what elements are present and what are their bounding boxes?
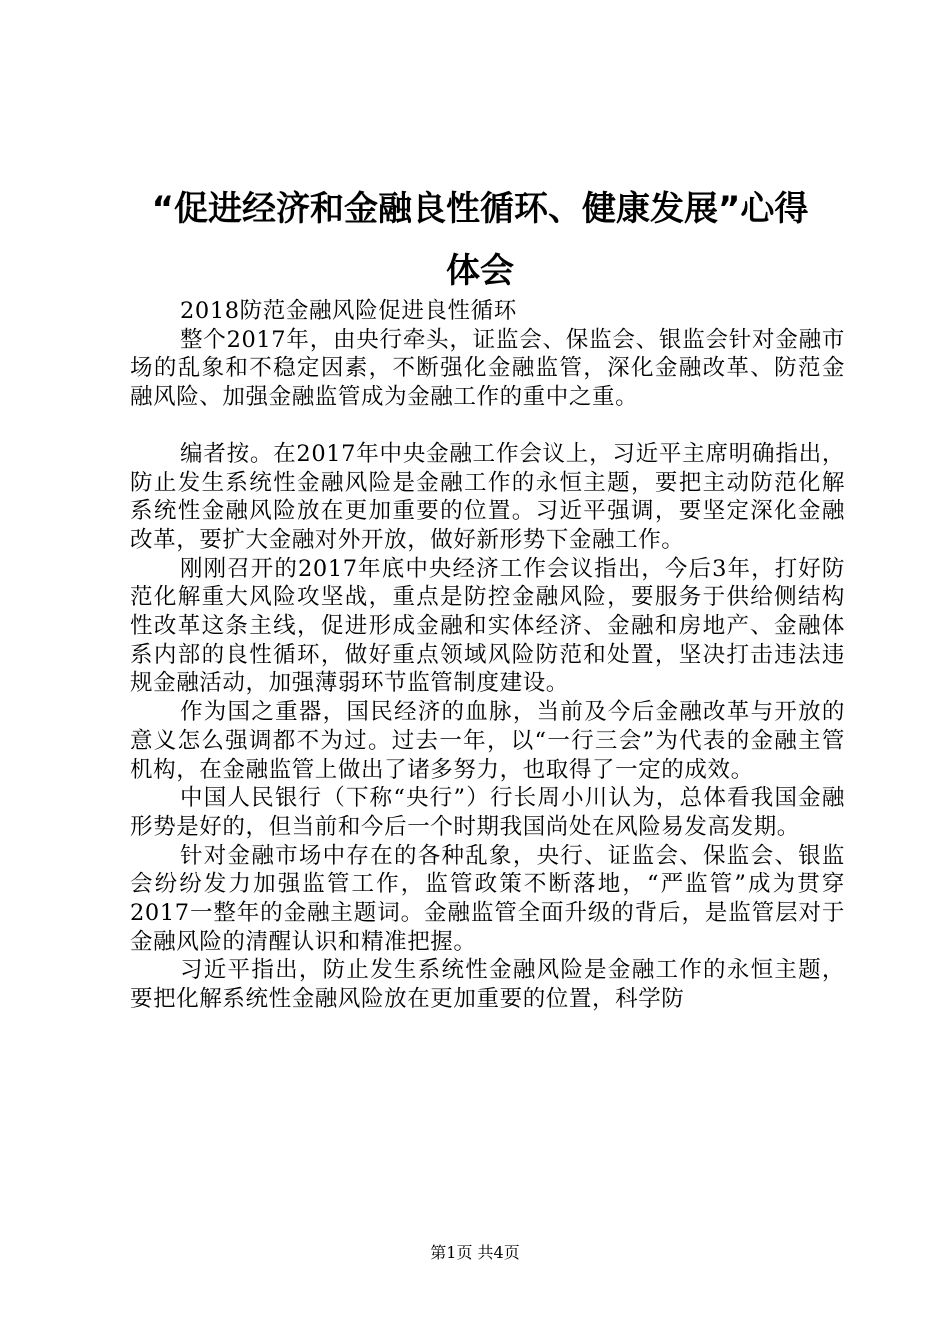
document-title bbox=[120, 178, 840, 302]
page-footer: 第1页 共4页 bbox=[430, 1243, 520, 1262]
paragraph: 作为国之重器，国民经济的血脉，当前及今后金融改革与开放的意义怎么强调都不为过。过去一年，以“一行三会”为代表的金融主管机构，在金融监管上做出了诸多努力，也取得了一定的成效。 bbox=[130, 699, 845, 783]
title-line-1: “促进经济和金融良性循环、健康发展”心得 bbox=[151, 189, 809, 229]
title-line-2: 体会 bbox=[446, 251, 514, 291]
paragraph: 中国人民银行（下称“央行”）行长周小川认为，总体看我国金融形势是好的，但当前和今后一个时期我国尚处在风险易发高发期。 bbox=[130, 785, 845, 840]
paragraph: 针对金融市场中存在的各种乱象，央行、证监会、保监会、银监会纷纷发力加强监管工作，监管政策不断落地，“严监管”成为贯穿2017一整年的金融主题词。金融监管全面升级的背后，是监管层对于金融风险的清醒认识和精准把握。 bbox=[130, 842, 845, 955]
document-body bbox=[130, 297, 845, 1014]
paragraph-subtitle: 2018防范金融风险促进良性循环 bbox=[180, 298, 517, 324]
paragraph: 习近平指出，防止发生系统性金融风险是金融工作的永恒主题，要把化解系统性金融风险放在更加重要的位置，科学防 bbox=[130, 957, 845, 1013]
paragraph: 编者按。在2017年中央金融工作会议上，习近平主席明确指出，防止发生系统性金融风险是金融工作的永恒主题，要把主动防范化解系统性金融风险放在更加重要的位置。习近平强调，要坚定深化金融改革，要扩大金融对外开放，做好新形势下金融工作。 bbox=[130, 440, 845, 553]
paragraph: 整个2017年，由央行牵头，证监会、保监会、银监会针对金融市场的乱象和不稳定因素，不断强化金融监管，深化金融改革、防范金融风险、加强金融监管成为金融工作的重中之重。 bbox=[130, 326, 845, 411]
paragraph: 刚刚召开的2017年底中央经济工作会议指出，今后3年，打好防范化解重大风险攻坚战，重点是防控金融风险，要服务于供给侧结构性改革这条主线，促进形成金融和实体经济、金融和房地产、金融体系内部的良性循环，做好重点领域风险防范和处置，坚决打击违法违规金融活动，加强薄弱环节监管制度建设。 bbox=[130, 555, 845, 697]
